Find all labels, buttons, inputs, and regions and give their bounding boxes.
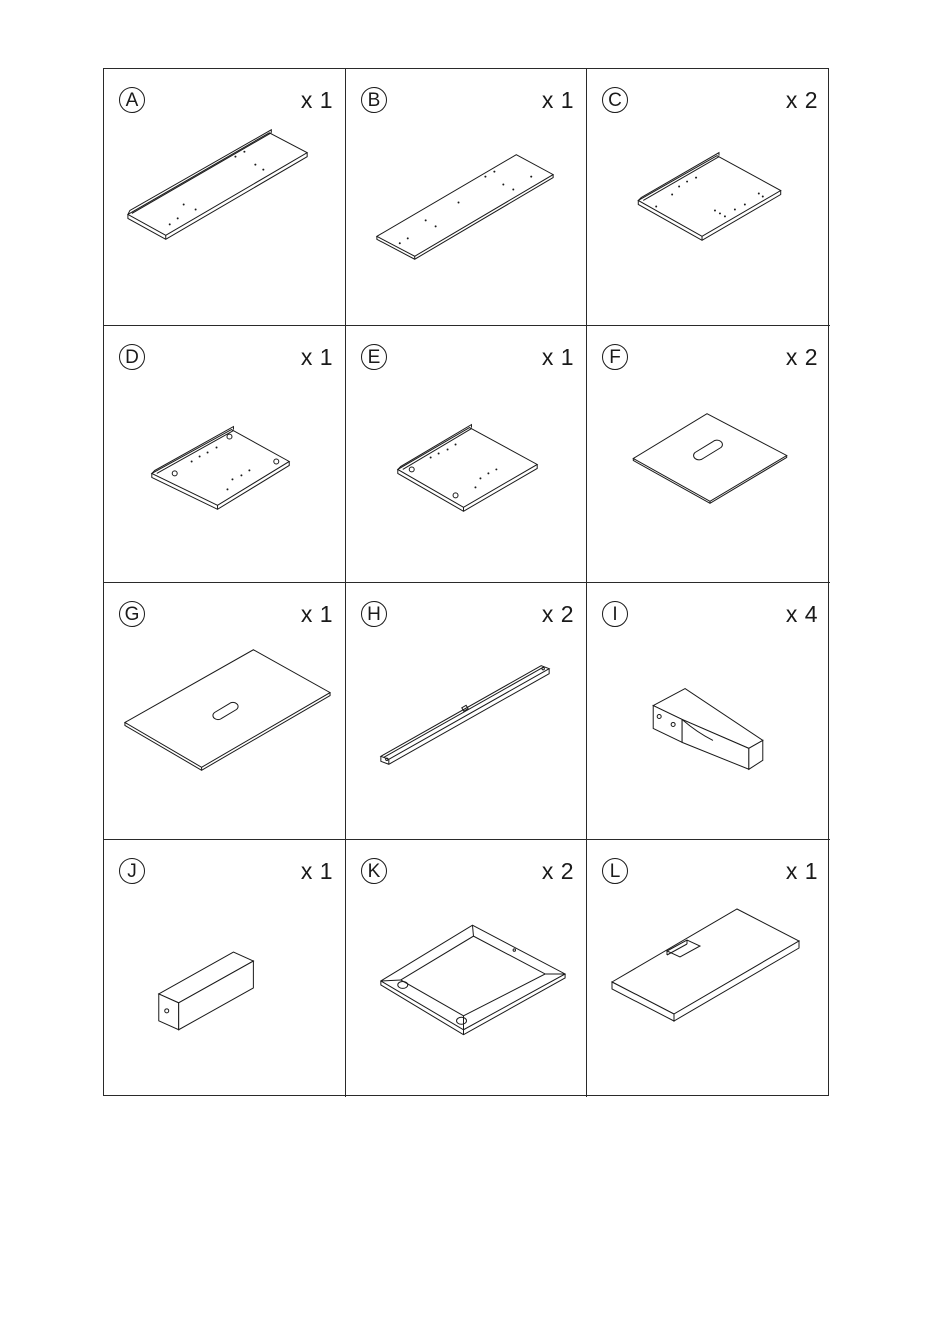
long-rail-bar-icon [346,583,586,839]
parts-list-grid [103,68,829,1096]
part-quantity: x 2 [541,601,574,627]
part-quantity: x 1 [300,87,333,113]
part-cell-h [346,583,587,840]
part-cell-c [587,69,830,326]
part-letter-badge: E [361,344,387,370]
part-quantity: x 2 [785,87,818,113]
part-cell-j [104,840,346,1097]
part-quantity: x 2 [541,858,574,884]
part-cell-i [587,583,830,840]
thin-sheet-with-slot-icon [587,326,830,582]
part-quantity: x 2 [785,344,818,370]
part-letter-badge: G [119,601,145,627]
part-quantity: x 1 [300,344,333,370]
part-letter-badge: B [361,87,387,113]
part-cell-a [104,69,346,326]
shelf-panel-with-holes-icon [346,326,586,582]
thick-top-board-with-cutout-icon [587,840,830,1097]
square-frame-tray-icon [346,840,586,1097]
shelf-panel-with-holes-icon [104,326,345,582]
part-cell-f [587,326,830,583]
part-cell-k [346,840,587,1097]
part-letter-badge: K [361,858,387,884]
large-thin-sheet-with-slot-icon [104,583,345,839]
part-quantity: x 1 [300,858,333,884]
part-quantity: x 1 [541,344,574,370]
square-post-block-icon [104,840,345,1097]
part-letter-badge: A [119,87,145,113]
tapered-foot-block-icon [587,583,830,839]
long-narrow-panel-with-edge-lip-icon [104,69,345,325]
part-quantity: x 1 [300,601,333,627]
part-letter-badge: F [602,344,628,370]
part-cell-g [104,583,346,840]
part-letter-badge: I [602,601,628,627]
part-letter-badge: J [119,858,145,884]
part-cell-l [587,840,830,1097]
part-cell-b [346,69,587,326]
short-panel-with-edge-lip-icon [587,69,830,325]
part-letter-badge: D [119,344,145,370]
part-letter-badge: L [602,858,628,884]
part-quantity: x 1 [785,858,818,884]
part-letter-badge: H [361,601,387,627]
part-cell-d [104,326,346,583]
part-quantity: x 1 [541,87,574,113]
part-letter-badge: C [602,87,628,113]
long-flat-panel-icon [346,69,586,325]
part-cell-e [346,326,587,583]
part-quantity: x 4 [785,601,818,627]
